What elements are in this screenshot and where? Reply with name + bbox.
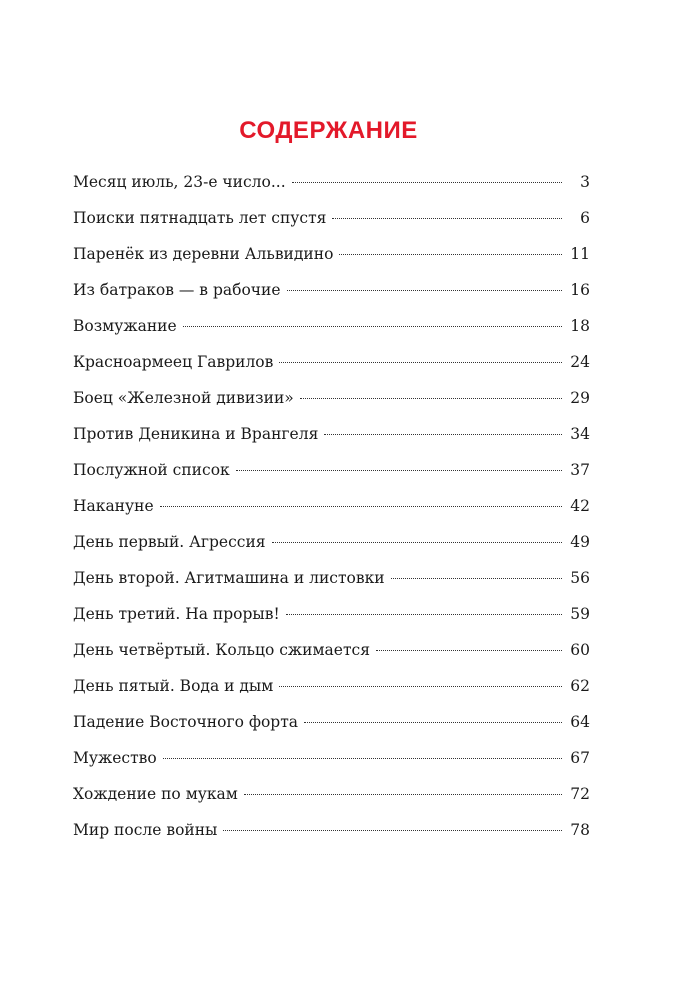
toc-entry	[73, 708, 590, 744]
toc-entry	[73, 636, 590, 672]
toc-page-number: 42	[570, 497, 590, 515]
toc-page-number: 60	[570, 641, 590, 659]
toc-entry-title: Послужной список	[73, 461, 230, 479]
toc-entry-title: Красноармеец Гаврилов	[73, 353, 274, 371]
toc-page-number: 78	[570, 821, 590, 839]
dot-leader	[183, 326, 562, 327]
toc-heading: СОДЕРЖАНИЕ	[239, 117, 418, 144]
toc-entry-title: Возмужание	[73, 317, 177, 335]
toc-page-number: 49	[570, 533, 590, 551]
toc-page-number: 72	[570, 785, 590, 803]
dot-leader	[223, 830, 562, 831]
toc-entry-title: Против Деникина и Врангеля	[73, 425, 319, 443]
dot-leader	[304, 722, 562, 723]
toc-entry-title: День второй. Агитмашина и листовки	[73, 569, 385, 587]
toc-entry	[73, 564, 590, 600]
toc-entry	[73, 348, 590, 384]
toc-entry-title: Мужество	[73, 749, 157, 767]
toc-page-number: 24	[570, 353, 590, 371]
dot-leader	[272, 542, 562, 543]
dot-leader	[236, 470, 562, 471]
toc-entry-title: Хождение по мукам	[73, 785, 238, 803]
toc-entry	[73, 600, 590, 636]
dot-leader	[292, 182, 562, 183]
toc-page-number: 59	[570, 605, 590, 623]
toc-entry-title: Накануне	[73, 497, 154, 515]
toc-entry	[73, 420, 590, 456]
toc-page-number: 18	[570, 317, 590, 335]
toc-page-number: 6	[580, 209, 590, 227]
toc-page-number: 3	[580, 173, 590, 191]
toc-entry-title: День первый. Агрессия	[73, 533, 266, 551]
dot-leader	[391, 578, 562, 579]
toc-page-number: 67	[570, 749, 590, 767]
toc-entry	[73, 744, 590, 780]
dot-leader	[160, 506, 562, 507]
toc-entry	[73, 312, 590, 348]
toc-entry-title: День пятый. Вода и дым	[73, 677, 274, 695]
toc-entry	[73, 384, 590, 420]
toc-entry	[73, 276, 590, 312]
toc-entry	[73, 672, 590, 708]
toc-entry	[73, 528, 590, 564]
dot-leader	[286, 614, 562, 615]
toc-page-number: 34	[570, 425, 590, 443]
dot-leader	[300, 398, 562, 399]
toc-entry-title: Паренёк из деревни Альвидино	[73, 245, 334, 263]
toc-page-number: 62	[570, 677, 590, 695]
toc-page-number: 16	[570, 281, 590, 299]
toc-entry-title: Мир после войны	[73, 821, 218, 839]
toc-entry-title: День третий. На прорыв!	[73, 605, 280, 623]
dot-leader	[279, 362, 562, 363]
toc-entry-title: Из батраков — в рабочие	[73, 281, 281, 299]
toc-entry	[73, 816, 590, 852]
toc-entry	[73, 456, 590, 492]
toc-list	[73, 168, 590, 852]
toc-page-number: 11	[570, 245, 590, 263]
toc-page-number: 37	[570, 461, 590, 479]
toc-page-number: 29	[570, 389, 590, 407]
dot-leader	[244, 794, 562, 795]
toc-entry	[73, 240, 590, 276]
dot-leader	[287, 290, 562, 291]
toc-entry-title: День четвёртый. Кольцо сжимается	[73, 641, 370, 659]
toc-entry-title: Падение Восточного форта	[73, 713, 299, 731]
toc-entry	[73, 204, 590, 240]
dot-leader	[332, 218, 562, 219]
toc-entry	[73, 780, 590, 816]
toc-entry-title: Поиски пятнадцать лет спустя	[73, 209, 327, 227]
toc-entry-title: Боец «Железной дивизии»	[73, 389, 294, 407]
toc-entry	[73, 492, 590, 528]
dot-leader	[279, 686, 562, 687]
dot-leader	[376, 650, 562, 651]
toc-page-number: 64	[570, 713, 590, 731]
toc-entry	[73, 168, 590, 204]
dot-leader	[163, 758, 562, 759]
toc-page-number: 56	[570, 569, 590, 587]
toc-entry-title: Месяц июль, 23-е число...	[73, 173, 286, 191]
dot-leader	[339, 254, 562, 255]
dot-leader	[324, 434, 562, 435]
